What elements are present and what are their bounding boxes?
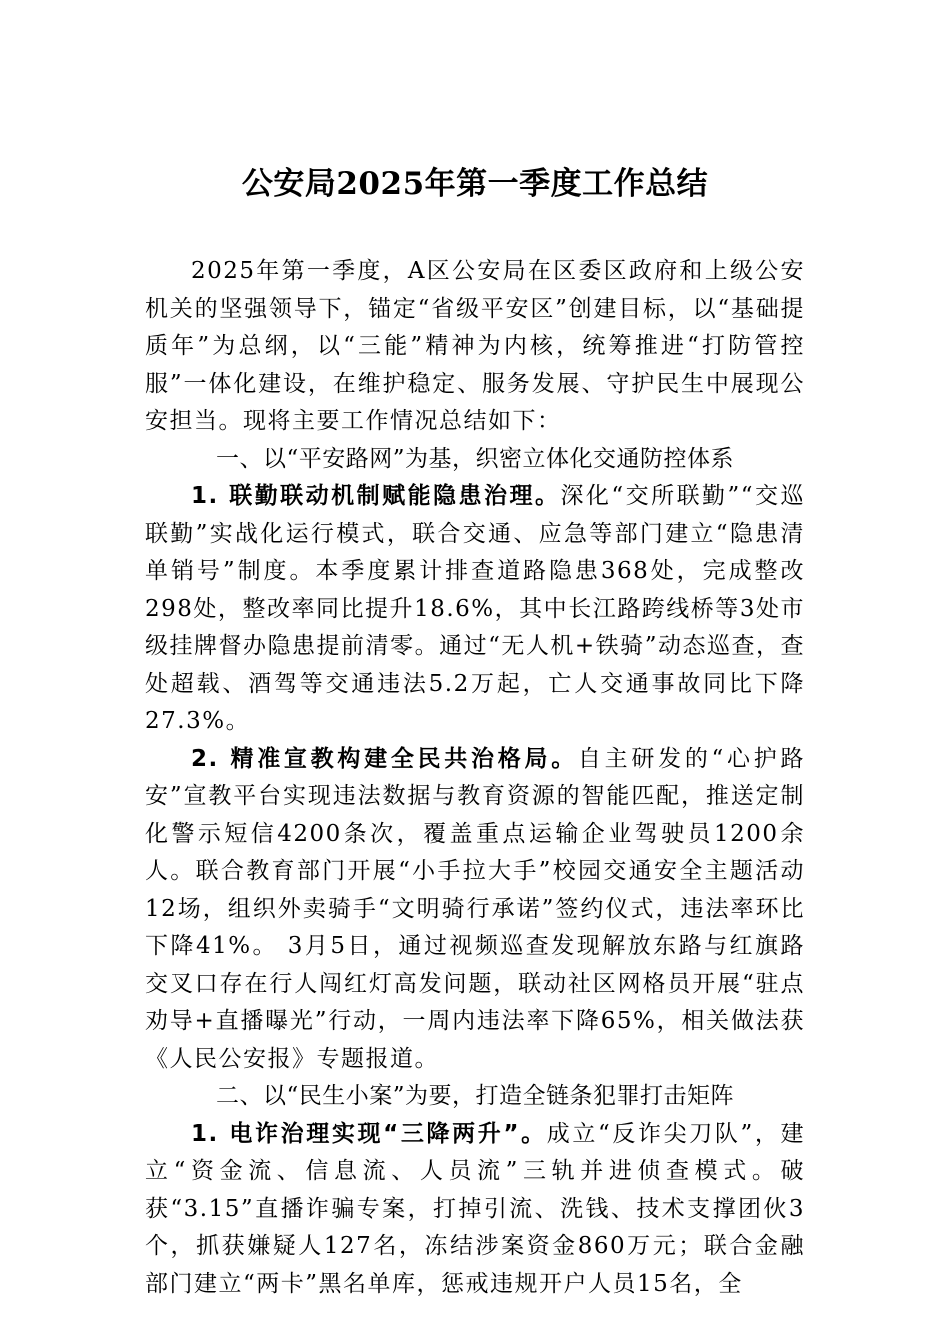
intro-paragraph: 2025年第一季度，A区公安局在区委区政府和上级公安机关的坚强领导下，锚定“省级平安区”创建目标，以“基础提质年”为总纲，以“三能”精神为内核，统筹推进“打防管控服”一体化建设，在维护稳定、服务发展、守护民生中展现公安担当。现将主要工作情况总结如下： <box>145 258 805 434</box>
section-2-item-1-text: 成立“反诈尖刀队”，建立“资金流、信息流、人员流”三轨并进侦查模式。破获“3.15”直播诈骗专案，打掉引流、洗钱、技术支撑团伙3个，抓获嫌疑人127名，冻结涉案资金860万元；联合金融部门建立“两卡”黑名单库，惩戒违规开户人员15名，全 <box>145 1120 805 1297</box>
document-body <box>145 253 805 1303</box>
section-1-item-1 <box>145 478 805 741</box>
section-2-heading: 二、以“民生小案”为要，打造全链条犯罪打击矩阵 <box>215 1083 735 1109</box>
section-1-item-2-text: 自主研发的“心护路安”宣教平台实现违法数据与教育资源的智能匹配，推送定制化警示短信4200条次，覆盖重点运输企业驾驶员1200余人。联合教育部门开展“小手拉大手”校园交通安全主题活动12场，组织外卖骑手“文明骑行承诺”签约仪式，违法率环比下降41%。 3月5日，通过视频巡查发现解放东路与红旗路交叉口存在行人闯红灯高发问题，联动社区网格员开展“驻点劝导+直播曝光”行动，一周内违法率下降65%，相关做法获《人民公安报》专题报道。 <box>145 745 805 1072</box>
section-1-item-1-lead: 1. 联勤联动机制赋能隐患治理。 <box>191 483 561 509</box>
section-1-item-1-text: 深化“交所联勤”“交巡联勤”实战化运行模式，联合交通、应急等部门建立“隐患清单销号”制度。本季度累计排查道路隐患368处，完成整改298处，整改率同比提升18.6%，其中长江路跨线桥等3处市级挂牌督办隐患提前清零。通过“无人机+铁骑”动态巡查，查处超载、酒驾等交通违法5.2万起，亡人交通事故同比下降27.3%。 <box>145 483 806 734</box>
section-1-item-2 <box>145 741 805 1079</box>
section-2-item-1 <box>145 1116 805 1304</box>
document-title: 公安局2025年第一季度工作总结 <box>241 166 709 202</box>
section-1-heading: 一、以“平安路网”为基，织密立体化交通防控体系 <box>215 445 735 472</box>
section-2-item-1-lead: 1. 电诈治理实现“三降两升”。 <box>191 1120 547 1147</box>
section-1-item-2-lead: 2. 精准宣教构建全民共治格局。 <box>191 745 578 772</box>
